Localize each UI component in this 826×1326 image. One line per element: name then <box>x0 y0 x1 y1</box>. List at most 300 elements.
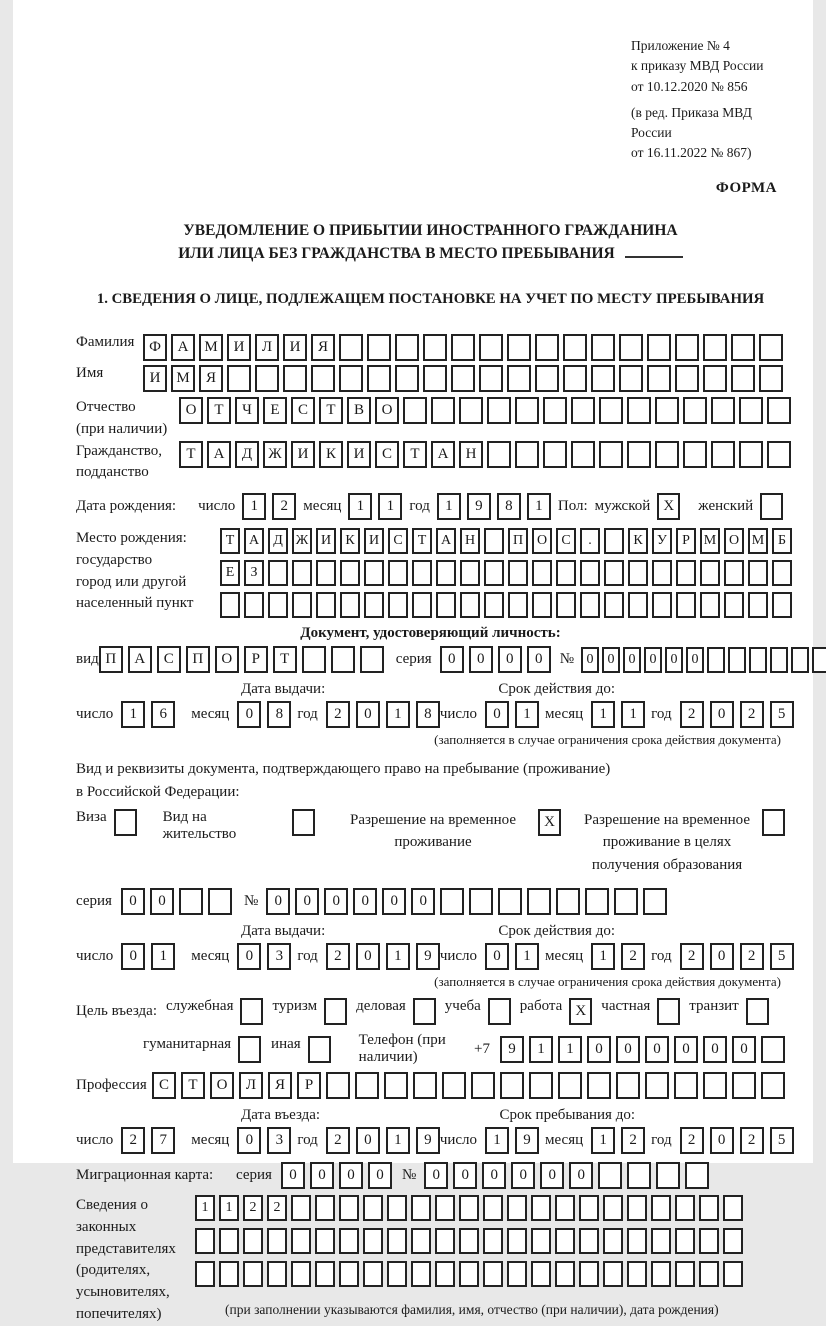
char-cell[interactable] <box>627 1162 651 1189</box>
char-cell[interactable] <box>767 441 791 468</box>
char-cell[interactable]: Т <box>403 441 427 468</box>
purpose-business-checkbox[interactable] <box>413 998 436 1025</box>
char-cell[interactable] <box>723 1195 743 1221</box>
char-cell[interactable] <box>484 592 504 618</box>
char-cell[interactable] <box>628 592 648 618</box>
char-cell[interactable]: М <box>171 365 195 392</box>
char-cell[interactable] <box>267 1228 287 1254</box>
char-cell[interactable] <box>507 1261 527 1287</box>
char-cell[interactable] <box>656 1162 680 1189</box>
char-cell[interactable] <box>728 647 746 673</box>
temp-residence-checkbox[interactable]: X <box>538 809 561 836</box>
char-cell[interactable] <box>243 1228 263 1254</box>
char-cell[interactable] <box>571 441 595 468</box>
purpose-work-checkbox[interactable]: X <box>569 998 592 1025</box>
char-cell[interactable]: И <box>347 441 371 468</box>
char-cell[interactable] <box>761 1036 785 1063</box>
char-cell[interactable] <box>732 1072 756 1099</box>
char-cell[interactable] <box>585 888 609 915</box>
char-cell[interactable] <box>291 1228 311 1254</box>
char-cell[interactable] <box>388 560 408 586</box>
char-cell[interactable] <box>479 365 503 392</box>
char-cell[interactable] <box>384 1072 408 1099</box>
char-cell[interactable]: С <box>375 441 399 468</box>
char-cell[interactable]: Ж <box>292 528 312 554</box>
char-cell[interactable] <box>707 647 725 673</box>
purpose-study-checkbox[interactable] <box>488 998 511 1025</box>
char-cell[interactable]: 0 <box>540 1162 564 1189</box>
char-cell[interactable] <box>724 560 744 586</box>
char-cell[interactable] <box>440 888 464 915</box>
char-cell[interactable] <box>412 592 432 618</box>
char-cell[interactable] <box>479 334 503 361</box>
char-cell[interactable] <box>749 647 767 673</box>
char-cell[interactable]: К <box>340 528 360 554</box>
char-cell[interactable] <box>579 1195 599 1221</box>
char-cell[interactable]: 0 <box>485 701 509 728</box>
sex-female-checkbox[interactable] <box>760 493 783 520</box>
char-cell[interactable] <box>302 646 326 673</box>
char-cell[interactable] <box>647 365 671 392</box>
char-cell[interactable] <box>652 560 672 586</box>
char-cell[interactable] <box>227 365 251 392</box>
char-cell[interactable] <box>711 397 735 424</box>
char-cell[interactable] <box>555 1195 575 1221</box>
char-cell[interactable] <box>339 1195 359 1221</box>
char-cell[interactable] <box>591 365 615 392</box>
char-cell[interactable]: С <box>388 528 408 554</box>
char-cell[interactable] <box>471 1072 495 1099</box>
char-cell[interactable] <box>292 592 312 618</box>
char-cell[interactable]: 0 <box>485 943 509 970</box>
char-cell[interactable] <box>535 334 559 361</box>
char-cell[interactable] <box>558 1072 582 1099</box>
char-cell[interactable]: 5 <box>770 1127 794 1154</box>
char-cell[interactable]: 0 <box>703 1036 727 1063</box>
char-cell[interactable]: 1 <box>386 1127 410 1154</box>
char-cell[interactable] <box>675 334 699 361</box>
char-cell[interactable] <box>699 1261 719 1287</box>
char-cell[interactable] <box>459 1228 479 1254</box>
char-cell[interactable]: Л <box>239 1072 263 1099</box>
char-cell[interactable] <box>627 1195 647 1221</box>
char-cell[interactable] <box>604 592 624 618</box>
char-cell[interactable] <box>655 397 679 424</box>
char-cell[interactable]: 0 <box>150 888 174 915</box>
char-cell[interactable]: 0 <box>732 1036 756 1063</box>
char-cell[interactable] <box>651 1228 671 1254</box>
char-cell[interactable] <box>208 888 232 915</box>
char-cell[interactable] <box>598 1162 622 1189</box>
char-cell[interactable]: 8 <box>497 493 521 520</box>
char-cell[interactable] <box>460 592 480 618</box>
char-cell[interactable]: 9 <box>467 493 491 520</box>
char-cell[interactable] <box>331 646 355 673</box>
char-cell[interactable] <box>556 888 580 915</box>
char-cell[interactable]: 0 <box>644 647 662 673</box>
char-cell[interactable] <box>460 560 480 586</box>
char-cell[interactable] <box>360 646 384 673</box>
char-cell[interactable] <box>363 1195 383 1221</box>
char-cell[interactable]: 1 <box>515 943 539 970</box>
char-cell[interactable]: И <box>291 441 315 468</box>
char-cell[interactable] <box>723 1228 743 1254</box>
char-cell[interactable]: Б <box>772 528 792 554</box>
char-cell[interactable] <box>579 1261 599 1287</box>
char-cell[interactable] <box>435 1228 455 1254</box>
char-cell[interactable] <box>655 441 679 468</box>
char-cell[interactable]: О <box>210 1072 234 1099</box>
char-cell[interactable]: 0 <box>498 646 522 673</box>
char-cell[interactable] <box>603 1195 623 1221</box>
char-cell[interactable]: Т <box>273 646 297 673</box>
char-cell[interactable]: 7 <box>151 1127 175 1154</box>
char-cell[interactable] <box>179 888 203 915</box>
char-cell[interactable]: А <box>436 528 456 554</box>
char-cell[interactable]: 0 <box>511 1162 535 1189</box>
char-cell[interactable]: 3 <box>267 943 291 970</box>
char-cell[interactable] <box>676 592 696 618</box>
char-cell[interactable]: Т <box>412 528 432 554</box>
char-cell[interactable] <box>614 888 638 915</box>
char-cell[interactable] <box>507 365 531 392</box>
char-cell[interactable] <box>291 1261 311 1287</box>
char-cell[interactable] <box>508 592 528 618</box>
char-cell[interactable]: Д <box>268 528 288 554</box>
char-cell[interactable] <box>532 560 552 586</box>
char-cell[interactable]: Я <box>199 365 223 392</box>
char-cell[interactable]: 1 <box>591 943 615 970</box>
char-cell[interactable]: 2 <box>680 1127 704 1154</box>
char-cell[interactable] <box>339 1261 359 1287</box>
char-cell[interactable] <box>483 1228 503 1254</box>
char-cell[interactable] <box>442 1072 466 1099</box>
visa-checkbox[interactable] <box>114 809 137 836</box>
char-cell[interactable] <box>500 1072 524 1099</box>
char-cell[interactable] <box>459 1195 479 1221</box>
char-cell[interactable]: 1 <box>151 943 175 970</box>
char-cell[interactable]: 6 <box>151 701 175 728</box>
purpose-private-checkbox[interactable] <box>657 998 680 1025</box>
char-cell[interactable]: 0 <box>587 1036 611 1063</box>
char-cell[interactable] <box>770 647 788 673</box>
char-cell[interactable]: Н <box>459 441 483 468</box>
char-cell[interactable]: Я <box>311 334 335 361</box>
char-cell[interactable] <box>315 1195 335 1221</box>
char-cell[interactable]: 2 <box>121 1127 145 1154</box>
char-cell[interactable] <box>739 397 763 424</box>
char-cell[interactable] <box>411 1195 431 1221</box>
char-cell[interactable]: 0 <box>424 1162 448 1189</box>
char-cell[interactable]: Е <box>263 397 287 424</box>
char-cell[interactable]: 0 <box>482 1162 506 1189</box>
char-cell[interactable]: И <box>364 528 384 554</box>
char-cell[interactable] <box>435 1195 455 1221</box>
char-cell[interactable] <box>413 1072 437 1099</box>
char-cell[interactable] <box>674 1072 698 1099</box>
char-cell[interactable]: Ч <box>235 397 259 424</box>
char-cell[interactable] <box>315 1228 335 1254</box>
char-cell[interactable]: О <box>532 528 552 554</box>
char-cell[interactable]: С <box>157 646 181 673</box>
char-cell[interactable] <box>363 1261 383 1287</box>
char-cell[interactable] <box>387 1261 407 1287</box>
char-cell[interactable] <box>627 1261 647 1287</box>
char-cell[interactable]: 0 <box>623 647 641 673</box>
char-cell[interactable] <box>700 560 720 586</box>
char-cell[interactable]: 1 <box>195 1195 215 1221</box>
char-cell[interactable]: И <box>143 365 167 392</box>
char-cell[interactable] <box>411 1228 431 1254</box>
char-cell[interactable] <box>339 365 363 392</box>
char-cell[interactable]: 1 <box>527 493 551 520</box>
char-cell[interactable] <box>555 1228 575 1254</box>
char-cell[interactable]: 1 <box>621 701 645 728</box>
char-cell[interactable] <box>711 441 735 468</box>
char-cell[interactable] <box>563 365 587 392</box>
char-cell[interactable]: Р <box>676 528 696 554</box>
char-cell[interactable] <box>436 592 456 618</box>
char-cell[interactable] <box>403 397 427 424</box>
char-cell[interactable]: О <box>724 528 744 554</box>
char-cell[interactable] <box>652 592 672 618</box>
char-cell[interactable] <box>759 365 783 392</box>
char-cell[interactable] <box>367 365 391 392</box>
char-cell[interactable] <box>484 528 504 554</box>
char-cell[interactable] <box>459 1261 479 1287</box>
char-cell[interactable]: 1 <box>348 493 372 520</box>
char-cell[interactable] <box>627 441 651 468</box>
char-cell[interactable] <box>676 560 696 586</box>
char-cell[interactable] <box>603 1228 623 1254</box>
char-cell[interactable] <box>748 560 768 586</box>
char-cell[interactable] <box>515 397 539 424</box>
char-cell[interactable] <box>604 528 624 554</box>
char-cell[interactable] <box>507 334 531 361</box>
char-cell[interactable]: М <box>199 334 223 361</box>
char-cell[interactable] <box>435 1261 455 1287</box>
char-cell[interactable] <box>555 1261 575 1287</box>
char-cell[interactable]: 1 <box>558 1036 582 1063</box>
char-cell[interactable] <box>543 397 567 424</box>
char-cell[interactable]: Н <box>460 528 480 554</box>
char-cell[interactable] <box>459 397 483 424</box>
char-cell[interactable]: К <box>319 441 343 468</box>
char-cell[interactable]: М <box>748 528 768 554</box>
char-cell[interactable]: 0 <box>237 943 261 970</box>
char-cell[interactable]: 0 <box>616 1036 640 1063</box>
char-cell[interactable]: Р <box>244 646 268 673</box>
char-cell[interactable] <box>739 441 763 468</box>
char-cell[interactable] <box>451 334 475 361</box>
char-cell[interactable]: 1 <box>242 493 266 520</box>
residence-permit-checkbox[interactable] <box>292 809 315 836</box>
char-cell[interactable]: О <box>215 646 239 673</box>
char-cell[interactable]: Т <box>220 528 240 554</box>
char-cell[interactable]: 1 <box>386 943 410 970</box>
char-cell[interactable] <box>395 365 419 392</box>
char-cell[interactable] <box>515 441 539 468</box>
char-cell[interactable]: Д <box>235 441 259 468</box>
char-cell[interactable]: 0 <box>440 646 464 673</box>
char-cell[interactable]: П <box>186 646 210 673</box>
char-cell[interactable] <box>543 441 567 468</box>
char-cell[interactable] <box>355 1072 379 1099</box>
char-cell[interactable] <box>580 592 600 618</box>
char-cell[interactable]: 0 <box>469 646 493 673</box>
char-cell[interactable]: В <box>347 397 371 424</box>
char-cell[interactable]: Т <box>181 1072 205 1099</box>
char-cell[interactable] <box>571 397 595 424</box>
char-cell[interactable] <box>507 1228 527 1254</box>
char-cell[interactable]: 0 <box>645 1036 669 1063</box>
char-cell[interactable] <box>387 1195 407 1221</box>
char-cell[interactable]: Ф <box>143 334 167 361</box>
char-cell[interactable] <box>723 1261 743 1287</box>
char-cell[interactable]: 0 <box>121 888 145 915</box>
char-cell[interactable] <box>628 560 648 586</box>
char-cell[interactable] <box>627 1228 647 1254</box>
char-cell[interactable]: 8 <box>267 701 291 728</box>
char-cell[interactable] <box>703 1072 727 1099</box>
char-cell[interactable]: . <box>580 528 600 554</box>
char-cell[interactable] <box>484 560 504 586</box>
char-cell[interactable]: 0 <box>602 647 620 673</box>
char-cell[interactable]: З <box>244 560 264 586</box>
char-cell[interactable]: 0 <box>674 1036 698 1063</box>
char-cell[interactable] <box>703 365 727 392</box>
char-cell[interactable]: 1 <box>437 493 461 520</box>
char-cell[interactable]: 2 <box>243 1195 263 1221</box>
char-cell[interactable] <box>531 1195 551 1221</box>
char-cell[interactable] <box>411 1261 431 1287</box>
char-cell[interactable]: Ж <box>263 441 287 468</box>
char-cell[interactable] <box>483 1195 503 1221</box>
char-cell[interactable] <box>387 1228 407 1254</box>
char-cell[interactable]: 0 <box>356 943 380 970</box>
char-cell[interactable]: 1 <box>591 701 615 728</box>
char-cell[interactable] <box>267 1261 287 1287</box>
char-cell[interactable] <box>219 1228 239 1254</box>
char-cell[interactable]: 0 <box>339 1162 363 1189</box>
char-cell[interactable] <box>619 365 643 392</box>
char-cell[interactable]: 2 <box>326 943 350 970</box>
char-cell[interactable]: Т <box>319 397 343 424</box>
char-cell[interactable]: 0 <box>281 1162 305 1189</box>
char-cell[interactable]: А <box>431 441 455 468</box>
char-cell[interactable]: 0 <box>356 1127 380 1154</box>
char-cell[interactable] <box>498 888 522 915</box>
char-cell[interactable] <box>761 1072 785 1099</box>
char-cell[interactable] <box>699 1195 719 1221</box>
char-cell[interactable]: И <box>227 334 251 361</box>
char-cell[interactable] <box>326 1072 350 1099</box>
char-cell[interactable]: 1 <box>378 493 402 520</box>
purpose-official-checkbox[interactable] <box>240 998 263 1025</box>
char-cell[interactable]: 0 <box>453 1162 477 1189</box>
char-cell[interactable] <box>772 592 792 618</box>
char-cell[interactable] <box>700 592 720 618</box>
char-cell[interactable] <box>219 1261 239 1287</box>
char-cell[interactable] <box>675 1228 695 1254</box>
char-cell[interactable] <box>283 365 307 392</box>
char-cell[interactable] <box>195 1261 215 1287</box>
char-cell[interactable] <box>340 592 360 618</box>
char-cell[interactable] <box>363 1228 383 1254</box>
char-cell[interactable]: П <box>508 528 528 554</box>
purpose-other-checkbox[interactable] <box>308 1036 331 1063</box>
char-cell[interactable] <box>724 592 744 618</box>
char-cell[interactable] <box>291 1195 311 1221</box>
char-cell[interactable]: 9 <box>416 1127 440 1154</box>
char-cell[interactable] <box>532 592 552 618</box>
char-cell[interactable] <box>451 365 475 392</box>
temp-residence-education-checkbox[interactable] <box>762 809 785 836</box>
char-cell[interactable] <box>364 592 384 618</box>
char-cell[interactable]: 0 <box>411 888 435 915</box>
char-cell[interactable] <box>683 441 707 468</box>
char-cell[interactable]: 0 <box>710 701 734 728</box>
char-cell[interactable] <box>647 334 671 361</box>
char-cell[interactable] <box>508 560 528 586</box>
char-cell[interactable] <box>591 334 615 361</box>
char-cell[interactable]: 0 <box>527 646 551 673</box>
char-cell[interactable] <box>675 1261 695 1287</box>
char-cell[interactable]: Т <box>207 397 231 424</box>
char-cell[interactable] <box>675 365 699 392</box>
char-cell[interactable]: 1 <box>386 701 410 728</box>
char-cell[interactable]: 1 <box>219 1195 239 1221</box>
char-cell[interactable] <box>556 592 576 618</box>
char-cell[interactable]: 0 <box>353 888 377 915</box>
char-cell[interactable] <box>651 1261 671 1287</box>
char-cell[interactable]: 0 <box>665 647 683 673</box>
char-cell[interactable]: И <box>316 528 336 554</box>
char-cell[interactable] <box>423 334 447 361</box>
sex-male-checkbox[interactable]: X <box>657 493 680 520</box>
char-cell[interactable] <box>268 592 288 618</box>
char-cell[interactable] <box>531 1261 551 1287</box>
char-cell[interactable]: 9 <box>515 1127 539 1154</box>
char-cell[interactable] <box>599 397 623 424</box>
char-cell[interactable]: 2 <box>621 1127 645 1154</box>
char-cell[interactable] <box>685 1162 709 1189</box>
char-cell[interactable]: А <box>244 528 264 554</box>
char-cell[interactable] <box>339 1228 359 1254</box>
char-cell[interactable]: 0 <box>324 888 348 915</box>
char-cell[interactable]: 2 <box>740 701 764 728</box>
char-cell[interactable] <box>311 365 335 392</box>
char-cell[interactable] <box>599 441 623 468</box>
char-cell[interactable] <box>469 888 493 915</box>
char-cell[interactable] <box>767 397 791 424</box>
char-cell[interactable]: О <box>375 397 399 424</box>
char-cell[interactable] <box>316 560 336 586</box>
char-cell[interactable] <box>619 334 643 361</box>
char-cell[interactable] <box>535 365 559 392</box>
char-cell[interactable]: Т <box>179 441 203 468</box>
char-cell[interactable]: У <box>652 528 672 554</box>
char-cell[interactable] <box>255 365 279 392</box>
char-cell[interactable] <box>339 334 363 361</box>
char-cell[interactable] <box>699 1228 719 1254</box>
purpose-tourism-checkbox[interactable] <box>324 998 347 1025</box>
purpose-humanitarian-checkbox[interactable] <box>238 1036 261 1063</box>
char-cell[interactable] <box>683 397 707 424</box>
char-cell[interactable] <box>529 1072 553 1099</box>
char-cell[interactable] <box>412 560 432 586</box>
char-cell[interactable] <box>616 1072 640 1099</box>
